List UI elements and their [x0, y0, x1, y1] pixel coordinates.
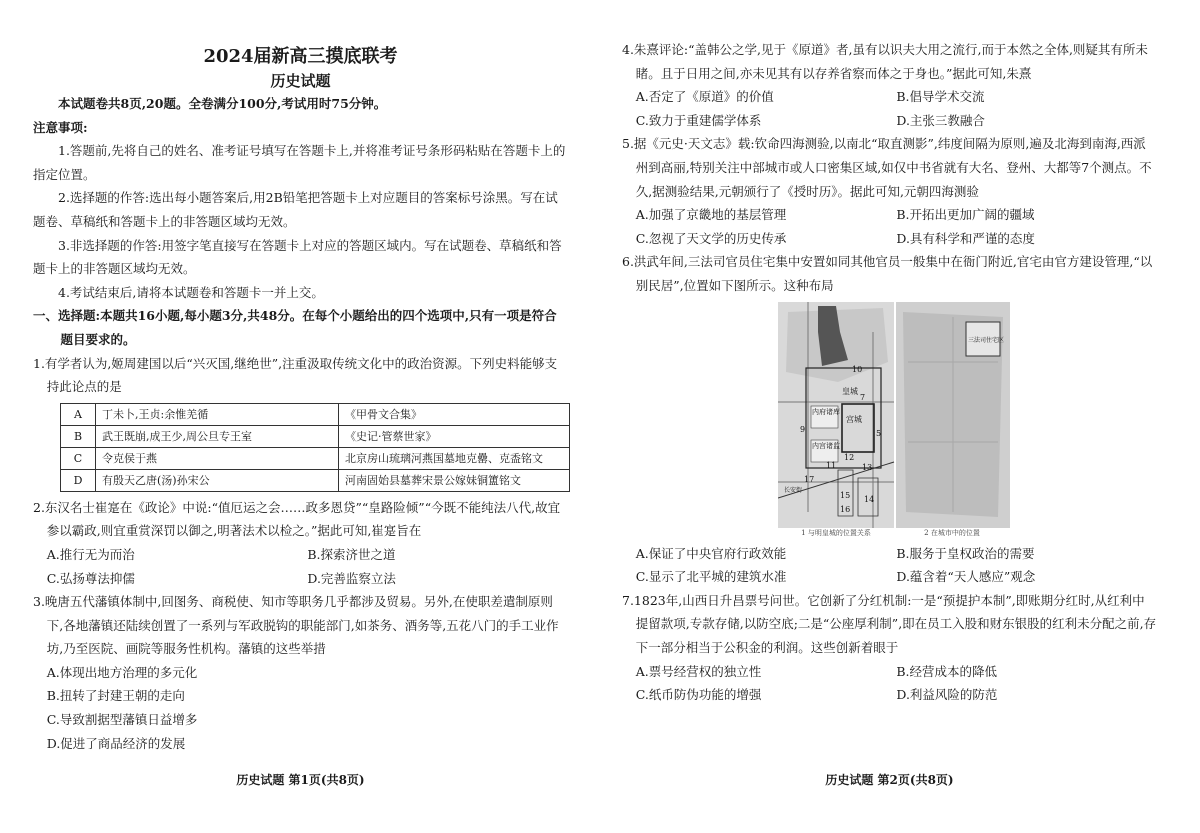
option-b: B.探索济世之道 [307, 546, 396, 562]
option-a: A.票号经营权的独立性 [635, 663, 762, 679]
section-heading: 一、选择题:本题共16小题,每小题3分,共48分。在每个小题给出的四个选项中,只有一项是符合题目要求的。 [33, 308, 557, 347]
map-label: 12 [844, 452, 855, 462]
table-row [61, 425, 570, 447]
question-stem: 2.东汉名士崔寔在《政论》中说:“值厄运之会……政多恩贷”“皇路险倾”“今既不能纯法八代,故宜参以霸政,则宜重赏深罚以御之,明著法术以检之。”据此可知,崔寔旨在 [33, 499, 561, 539]
exam-subtitle: 历史试题 [270, 72, 331, 90]
question-stem: 7.1823年,山西日升昌票号问世。它创新了分红机制:一是“预提护本制”,即账期分红时,从红利中提留款项,专款存储,以防空底;二是“公座厚利制”,即在员工入股和财东银股的红利未分配之前,存下一部分相当于公积金的利润。这些创新着眼于 [622, 592, 1157, 655]
map-label: 11 [826, 460, 837, 470]
map-label: 内宫诸监 [812, 441, 840, 450]
question-1 [33, 352, 568, 492]
table-row [61, 447, 570, 469]
option-b: B.扭转了封建王朝的走向 [46, 688, 185, 704]
question-stem: 6.洪武年间,三法司官员住宅集中安置如同其他官员一般集中在衙门附近,官宅由官方建设管理,“以别民居”,位置如下图所示。这种布局 [622, 254, 1153, 293]
row-content: 丁未卜,王贞:余惟羌循 [96, 403, 339, 425]
question-5 [622, 132, 1157, 250]
exam-meta: 本试题卷共8页,20题。全卷满分100分,考试用时75分钟。 [58, 96, 387, 111]
option-a: A.推行无为而治 [46, 546, 135, 562]
map-label: 9 [800, 424, 806, 434]
options [622, 85, 1157, 132]
option-b: B.开拓出更加广阔的疆域 [896, 207, 1035, 223]
map-label: 10 [852, 364, 863, 374]
option-a: A.加强了京畿地的基层管理 [635, 207, 787, 223]
notice-item: 2.选择题的作答:选出每小题答案后,用2B铅笔把答题卡上对应题目的答案标号涂黑。写在试题卷、草稿纸和答题卡上的非答题区域均无效。 [33, 190, 558, 229]
map-label: 13 [862, 462, 873, 472]
city-map-figure [778, 302, 1010, 538]
map-label: 16 [840, 504, 851, 514]
question-stem: 1.有学者认为,姬周建国以后“兴灭国,继绝世”,注重汲取传统文化中的政治资源。下列史料能够支持此论点的是 [33, 355, 558, 395]
row-key: D [61, 469, 96, 491]
map-label: 皇城 [842, 386, 858, 396]
caption-right: 2 在城市中的位置 [924, 528, 980, 537]
option-c: C.显示了北平城的建筑水准 [635, 569, 787, 585]
page-footer: 历史试题 第1页(共8页) [236, 773, 365, 787]
row-content: 令克侯于燕 [96, 447, 339, 469]
figure-captions [778, 528, 1010, 538]
option-d: D.促进了商品经济的发展 [46, 735, 186, 751]
options [622, 203, 1157, 250]
options [33, 543, 568, 590]
map-label: 17 [804, 474, 815, 484]
option-c: C.纸币防伪功能的增强 [635, 687, 762, 703]
option-d: D.利益风险的防范 [896, 687, 998, 703]
map-label: 三法司住宅区 [968, 336, 1005, 344]
options [622, 660, 1157, 707]
option-d: D.主张三教融合 [896, 112, 985, 128]
option-d: D.具有科学和严谨的态度 [896, 230, 1035, 246]
question-3 [33, 590, 568, 755]
table-row [61, 469, 570, 491]
option-b: B.服务于皇权政治的需要 [896, 545, 1035, 561]
map-label: 14 [864, 494, 875, 504]
map-label: 宫城 [846, 414, 862, 424]
map-label: 5 [876, 428, 882, 438]
row-source: 北京房山琉璃河燕国墓地克罍、克盉铭文 [339, 447, 570, 469]
caption-left: 1 与明皇城的位置关系 [801, 528, 871, 537]
option-c: C.致力于重建儒学体系 [635, 112, 762, 128]
row-source: 河南固始县墓葬宋景公嫁妹铜簠铭文 [339, 469, 570, 491]
city-map [778, 302, 1010, 528]
question-stem: 5.据《元史·天文志》载:钦命四海测验,以南北“取直测影”,纬度间隔为原则,遍及北海到南海,西派州到高丽,特别关注中部城市或人口密集区域,如仅中书省就有大名、登州、大都等7个测点。不久,据测验结果,元朝颁行了《授时历》。据此可知,元朝四海测验 [622, 136, 1152, 199]
table-row [61, 403, 570, 425]
option-c: C.弘扬尊法抑儒 [46, 570, 135, 586]
question-stem: 4.朱熹评论:“盖韩公之学,见于《原道》者,虽有以识夫大用之流行,而于本然之全体,则疑其有所未睹。且于日用之间,亦未见其有以存养省察而体之于身也。”据此可知,朱熹 [622, 42, 1148, 81]
option-b: B.经营成本的降低 [896, 663, 998, 679]
map-label: 内府诸库 [812, 407, 840, 416]
row-content: 武王既崩,成王少,周公旦专王室 [96, 425, 339, 447]
option-a: A.保证了中央官府行政效能 [635, 545, 787, 561]
page-1 [33, 38, 568, 755]
row-content: 有殷天乙唐(汤)孙宋公 [96, 469, 339, 491]
question-stem: 3.晚唐五代藩镇体制中,回图务、商税使、知市等职务几乎都涉及贸易。另外,在使职差遣制原则下,各地藩镇还陆续创置了一系列与军政脱钩的职能部门,如茶务、酒务等,五花八门的手工业作坊,乃至医院、画院等服务性机构。藩镇的这些举措 [33, 594, 559, 657]
notice-item: 1.答题前,先将自己的姓名、准考证号填写在答题卡上,并将准考证号条形码粘贴在答题卡上的指定位置。 [33, 143, 566, 182]
option-c: C.忽视了天文学的历史传承 [635, 230, 787, 246]
question-4 [622, 38, 1157, 132]
question-2 [33, 496, 568, 590]
map-label: 长安街 [784, 486, 803, 494]
row-key: A [61, 403, 96, 425]
options [33, 661, 568, 755]
row-key: C [61, 447, 96, 469]
options [622, 542, 1157, 589]
row-source: 《甲骨文合集》 [339, 403, 570, 425]
option-c: C.导致割据型藩镇日益增多 [46, 712, 198, 728]
source-table [60, 403, 570, 492]
page-2 [622, 38, 1157, 707]
notice-heading: 注意事项: [33, 119, 88, 135]
notice-item: 4.考试结束后,请将本试题卷和答题卡一并上交。 [58, 284, 324, 300]
page-footer: 历史试题 第2页(共8页) [825, 773, 954, 787]
exam-title: 2024届新高三摸底联考 [203, 46, 398, 67]
question-7 [622, 589, 1157, 707]
option-d: D.蕴含着“天人感应”观念 [896, 569, 1036, 585]
option-a: A.否定了《原道》的价值 [635, 89, 774, 105]
map-label: 15 [840, 490, 851, 500]
map-label: 7 [860, 392, 866, 402]
question-6 [622, 250, 1157, 588]
notice-item: 3.非选择题的作答:用签字笔直接写在答题卡上对应的答题区域内。写在试题卷、草稿纸和答题卡上的非答题区域均无效。 [33, 237, 562, 277]
option-a: A.体现出地方治理的多元化 [46, 664, 198, 680]
row-key: B [61, 425, 96, 447]
row-source: 《史记·管蔡世家》 [339, 425, 570, 447]
option-b: B.倡导学术交流 [896, 89, 985, 105]
option-d: D.完善监察立法 [307, 570, 396, 586]
